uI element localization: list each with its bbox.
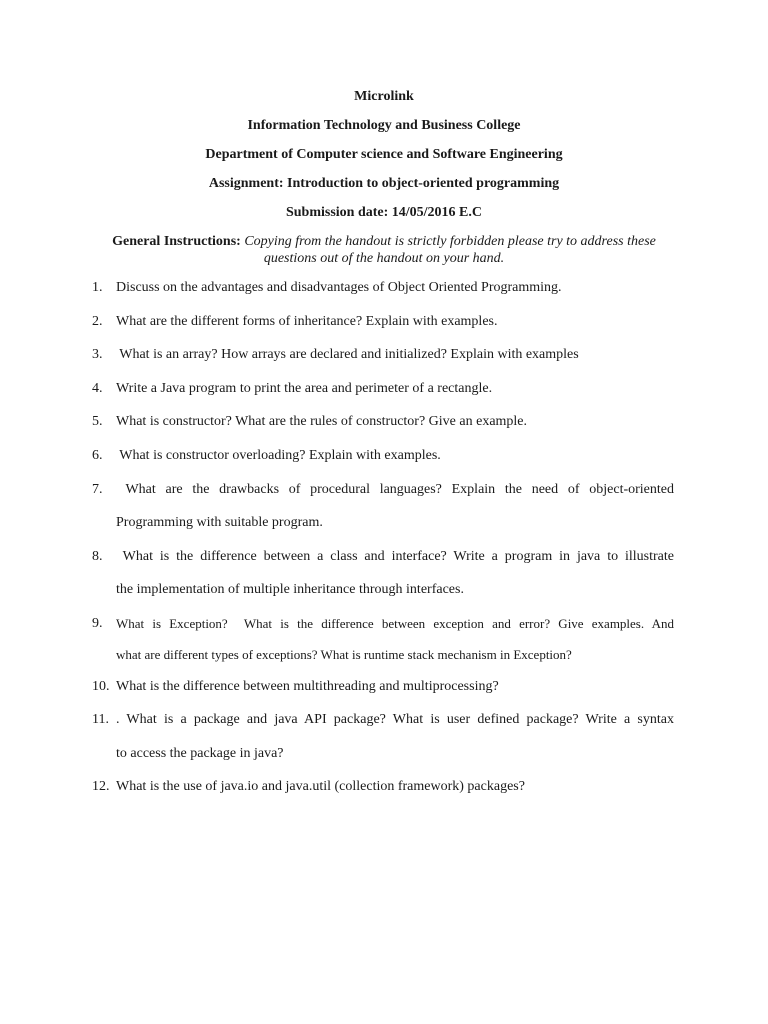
- question-text: What is constructor? What are the rules of constructor? Give an example.: [116, 414, 528, 429]
- question-text: the implementation of multiple inheritance through interfaces.: [116, 582, 464, 597]
- question-text: . What is a package and java API package? What is user defined package? Write a syntax: [116, 712, 674, 727]
- instructions-text: Copying from the handout is strictly forbidden please try to address these questions out of the handout on your hand.: [240, 234, 656, 266]
- general-instructions: [96, 233, 672, 267]
- question-text: What are the drawbacks of procedural languages? Explain the need of object-oriented: [116, 482, 674, 497]
- question-number: 3.: [92, 347, 103, 362]
- question-text: What is the use of java.io and java.util (collection framework) packages?: [116, 779, 525, 794]
- question-number: 5.: [92, 414, 103, 429]
- question-number: 2.: [92, 314, 103, 329]
- question-number: 9.: [92, 616, 103, 631]
- question-text: What is an array? How arrays are declared and initialized? Explain with examples: [116, 347, 579, 362]
- question-text: Write a Java program to print the area and perimeter of a rectangle.: [116, 381, 493, 396]
- question-text: to access the package in java?: [116, 746, 284, 761]
- question-text: what are different types of exceptions? What is runtime stack mechanism in Exception?: [116, 647, 572, 662]
- question-text: Discuss on the advantages and disadvantages of Object Oriented Programming.: [116, 280, 562, 295]
- question-text: What is the difference between multithreading and multiprocessing?: [116, 679, 499, 694]
- assignment-title: Assignment: Introduction to object-oriented programming: [208, 176, 560, 191]
- question-text: What are the different forms of inheritance? Explain with examples.: [116, 314, 498, 329]
- question-text: What is the difference between a class and interface? Write a program in java to illustrate: [116, 549, 674, 564]
- question-number: 10.: [92, 679, 110, 694]
- question-text: Programming with suitable program.: [116, 515, 323, 530]
- question-number: 7.: [92, 482, 103, 497]
- question-text: What is Exception? What is the difference between exception and error? Give examples. And: [116, 616, 674, 631]
- college-name: Information Technology and Business College: [247, 118, 521, 133]
- question-number: 8.: [92, 549, 103, 564]
- department-name: Department of Computer science and Software Engineering: [205, 147, 563, 162]
- question-text: What is constructor overloading? Explain with examples.: [116, 448, 441, 463]
- question-number: 11.: [92, 712, 109, 727]
- question-number: 4.: [92, 381, 103, 396]
- institution-name: Microlink: [354, 89, 414, 104]
- instructions-label: General Instructions:: [112, 234, 241, 249]
- question-number: 12.: [92, 779, 110, 794]
- question-number: 1.: [92, 280, 103, 295]
- question-number: 6.: [92, 448, 103, 463]
- submission-date: Submission date: 14/05/2016 E.C: [285, 205, 483, 220]
